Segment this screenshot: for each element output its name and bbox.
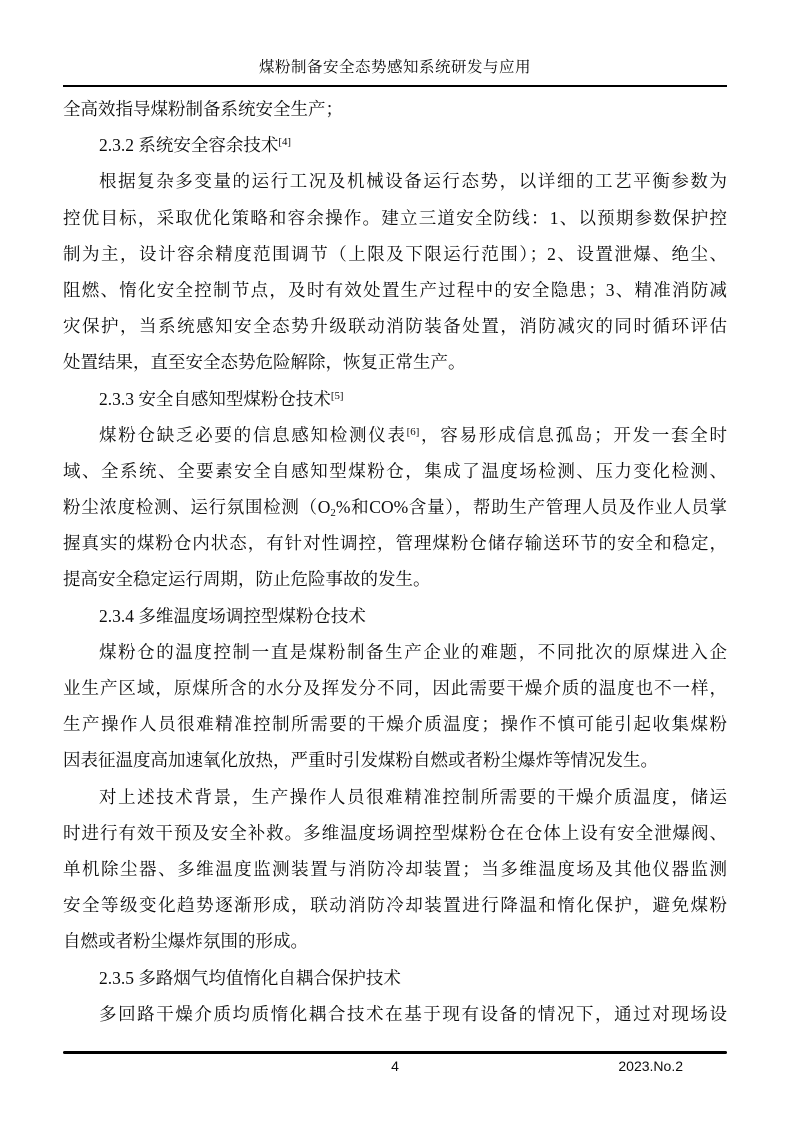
header-rule [63, 85, 727, 87]
body-text-line [63, 887, 727, 923]
body-text-line [63, 489, 727, 525]
body-text-line [63, 344, 727, 380]
running-header-title: 煤粉制备安全态势感知系统研发与应用 [258, 59, 531, 76]
text-segment: 处置结果，直至安全态势危险解除，恢复正常生产。 [63, 352, 466, 373]
text-segment: 根据复杂多变量的运行工况及机械设备运行态势，以详细的工艺平衡参数为 [99, 171, 727, 192]
text-segment: 煤粉仓缺乏必要的信息感知检测仪表 [99, 424, 407, 445]
text-segment: 提高安全稳定运行周期，防止危险事故的发生。 [63, 569, 431, 590]
body-text-line [63, 742, 727, 778]
text-segment: 煤粉仓的温度控制一直是煤粉制备生产企业的难题，不同批次的原煤进入企 [99, 641, 727, 662]
text-segment: 2.3.5 多路烟气均值惰化自耦合保护技术 [99, 967, 401, 988]
body-text-line [63, 851, 727, 887]
body-text-line [63, 670, 727, 706]
text-segment: 2.3.3 安全自感知型煤粉仓技术 [99, 388, 331, 409]
citation-superscript: [6] [406, 425, 420, 438]
text-segment: 单机除尘器、多维温度监测装置与消防冷却装置；当多维温度场及其他仪器监测 [63, 858, 727, 879]
body-text-line [63, 561, 727, 597]
body-text-line [63, 417, 727, 453]
body-text-line [63, 815, 727, 851]
footer-rule [63, 1051, 727, 1054]
body-text-line [63, 308, 727, 344]
text-segment: 自燃或者粉尘爆炸氛围的形成。 [63, 931, 308, 952]
text-segment: 多回路干燥介质均质惰化耦合技术在基于现有设备的情况下，通过对现场设 [99, 1003, 727, 1024]
section-heading [63, 381, 727, 417]
section-heading [63, 598, 727, 634]
text-segment: ，容易形成信息孤岛；开发一套全时 [419, 424, 727, 445]
text-segment: 2.3.2 系统安全容余技术 [99, 135, 279, 156]
page-number: 4 [391, 1058, 399, 1074]
text-segment: 灾保护，当系统感知安全态势升级联动消防装备处置，消防减灾的同时循环评估 [63, 316, 727, 337]
body-text-line [63, 923, 727, 959]
text-segment: %和CO%含量），帮助生产管理人员及作业人员掌 [335, 497, 727, 518]
body-text-line [63, 996, 727, 1032]
text-segment: 控优目标，采取优化策略和容余操作。建立三道安全防线：1、以预期参数保护控 [63, 207, 727, 228]
text-segment: 握真实的煤粉仓内状态，有针对性调控，管理煤粉仓储存输送环节的安全和稳定， [63, 533, 727, 554]
text-segment: 域、全系统、全要素安全自感知型煤粉仓，集成了温度场检测、压力变化检测、 [63, 460, 727, 481]
citation-superscript: [4] [278, 136, 292, 149]
body-text-line [63, 706, 727, 742]
citation-superscript: [5] [330, 389, 344, 402]
text-segment: 因表征温度高加速氧化放热，严重时引发煤粉自燃或者粉尘爆炸等情况发生。 [63, 750, 658, 771]
body-text-line [63, 163, 727, 199]
text-segment: 粉尘浓度检测、运行氛围检测（O [63, 497, 331, 518]
text-segment: 制为主，设计容余精度范围调节（上限及下限运行范围）；2、设置泄爆、绝尘、 [63, 243, 727, 264]
text-segment: 对上述技术背景，生产操作人员很难精准控制所需要的干燥介质温度，储运 [99, 786, 727, 807]
text-segment: 安全等级变化趋势逐渐形成，联动消防冷却装置进行降温和惰化保护，避免煤粉 [63, 895, 727, 916]
body-lines [63, 91, 727, 1032]
chemical-subscript: 2 [330, 507, 336, 520]
body-text-line [63, 779, 727, 815]
text-segment: 阻燃、惰化安全控制节点，及时有效处置生产过程中的安全隐患；3、精准消防减 [63, 279, 727, 300]
text-segment: 业生产区域，原煤所含的水分及挥发分不同，因此需要干燥介质的温度也不一样， [63, 678, 727, 698]
body-text-line [63, 525, 727, 561]
issue-label: 2023.No.2 [618, 1058, 683, 1074]
text-segment: 全高效指导煤粉制备系统安全生产； [63, 99, 343, 119]
body-text-line [63, 236, 727, 272]
body-text-line [63, 453, 727, 489]
text-segment: 时进行有效干预及安全补救。多维温度场调控型煤粉仓在仓体上设有安全泄爆阀、 [63, 822, 727, 843]
text-segment: 生产操作人员很难精准控制所需要的干燥介质温度；操作不慎可能引起收集煤粉 [63, 714, 727, 735]
body-text-line [63, 272, 727, 308]
text-segment: 2.3.4 多维温度场调控型煤粉仓技术 [99, 605, 366, 626]
section-heading [63, 127, 727, 163]
body-text-line [63, 91, 727, 127]
body-text-line [63, 634, 727, 670]
body-text-line [63, 200, 727, 236]
section-heading [63, 960, 727, 996]
